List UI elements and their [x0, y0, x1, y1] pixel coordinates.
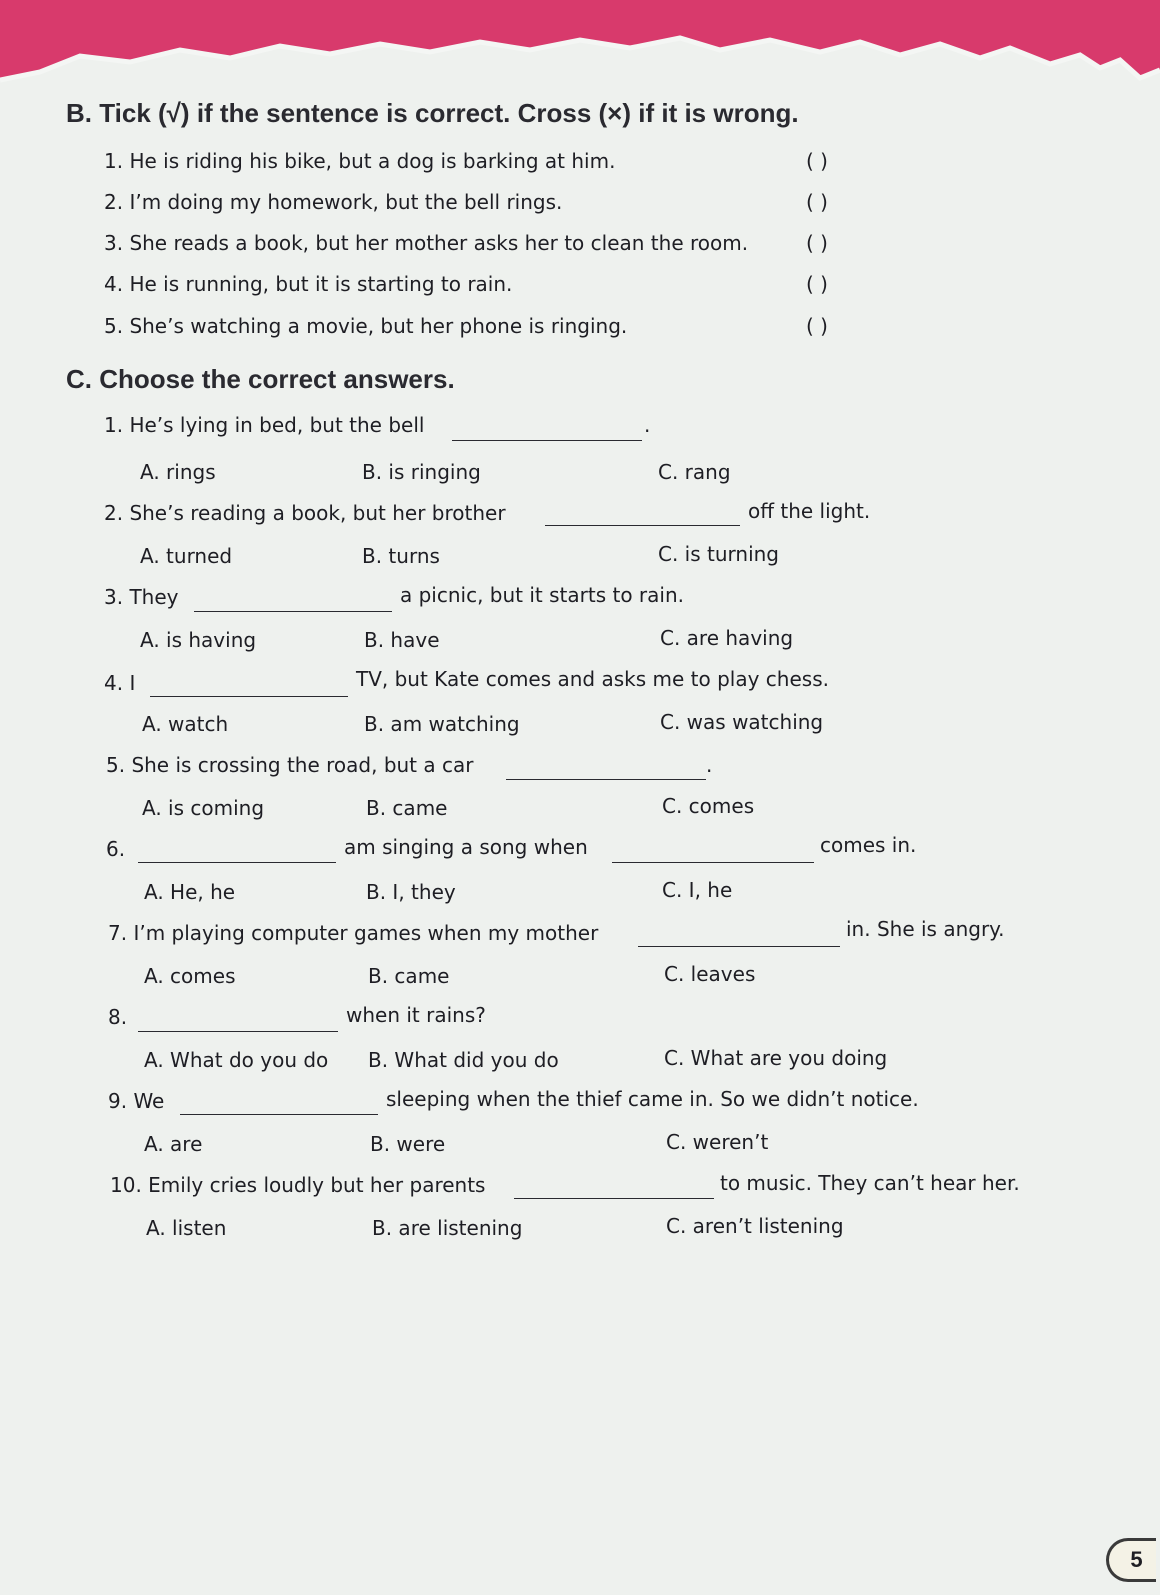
question-7-text: 7. I’m playing computer games when my mother: [108, 921, 599, 945]
question-6-middle: am singing a song when: [344, 835, 588, 859]
option-a[interactable]: A. comes: [144, 964, 236, 988]
answer-blank[interactable]: [138, 1031, 338, 1032]
option-c[interactable]: C. aren’t listening: [666, 1214, 844, 1238]
answer-bracket[interactable]: ( ): [806, 231, 828, 255]
option-c[interactable]: C. was watching: [660, 710, 824, 734]
tick-item-4: 4. He is running, but it is starting to rain.: [104, 272, 513, 296]
answer-blank[interactable]: [180, 1114, 378, 1115]
answer-blank[interactable]: [452, 440, 642, 441]
option-c[interactable]: C. What are you doing: [664, 1046, 888, 1070]
question-10-end: to music. They can’t hear her.: [720, 1171, 1020, 1195]
page-number: 5: [1106, 1538, 1156, 1582]
answer-blank[interactable]: [150, 696, 348, 697]
answer-blank[interactable]: [506, 779, 706, 780]
question-9-text: 9. We: [108, 1089, 165, 1113]
question-2-text: 2. She’s reading a book, but her brother: [104, 501, 506, 525]
question-7-end: in. She is angry.: [846, 917, 1005, 941]
question-6-end: comes in.: [820, 833, 917, 857]
tick-item-3: 3. She reads a book, but her mother asks her to clean the room.: [104, 231, 749, 255]
option-c[interactable]: C. rang: [658, 460, 731, 484]
question-9-end: sleeping when the thief came in. So we didn’t notice.: [386, 1087, 919, 1111]
option-a[interactable]: A. He, he: [144, 880, 236, 904]
option-a[interactable]: A. are: [144, 1132, 203, 1156]
answer-blank[interactable]: [545, 525, 740, 526]
option-c[interactable]: C. leaves: [664, 962, 756, 986]
option-a[interactable]: A. listen: [146, 1216, 227, 1240]
question-1-text: 1. He’s lying in bed, but the bell: [104, 413, 425, 437]
tick-item-1: 1. He is riding his bike, but a dog is barking at him.: [104, 149, 616, 173]
option-c[interactable]: C. weren’t: [666, 1130, 769, 1154]
question-8-end: when it rains?: [346, 1003, 486, 1027]
answer-blank[interactable]: [194, 611, 392, 612]
question-3-end: a picnic, but it starts to rain.: [400, 583, 684, 607]
option-a[interactable]: A. watch: [142, 712, 229, 736]
question-4-end: TV, but Kate comes and asks me to play chess.: [356, 667, 829, 691]
option-b[interactable]: B. is ringing: [362, 460, 481, 484]
answer-bracket[interactable]: ( ): [806, 272, 828, 296]
option-a[interactable]: A. is having: [140, 628, 257, 652]
answer-blank[interactable]: [638, 946, 840, 947]
option-a[interactable]: A. What do you do: [144, 1048, 329, 1072]
option-b[interactable]: B. were: [370, 1132, 446, 1156]
option-c[interactable]: C. is turning: [658, 542, 780, 566]
option-b[interactable]: B. are listening: [372, 1216, 523, 1240]
question-10-text: 10. Emily cries loudly but her parents: [110, 1173, 486, 1197]
answer-blank[interactable]: [612, 862, 814, 863]
answer-blank[interactable]: [514, 1198, 714, 1199]
answer-blank[interactable]: [138, 862, 336, 863]
option-b[interactable]: B. What did you do: [368, 1048, 559, 1072]
tick-item-2: 2. I’m doing my homework, but the bell rings.: [104, 190, 563, 214]
option-b[interactable]: B. came: [366, 796, 448, 820]
tick-item-5: 5. She’s watching a movie, but her phone is ringing.: [104, 314, 628, 338]
answer-bracket[interactable]: ( ): [806, 190, 828, 214]
answer-bracket[interactable]: ( ): [806, 149, 828, 173]
section-b-heading: B. Tick (√) if the sentence is correct. Cross (×) if it is wrong.: [66, 98, 799, 128]
question-1-end: .: [644, 413, 651, 437]
section-c-heading: C. Choose the correct answers.: [66, 364, 455, 394]
option-b[interactable]: B. I, they: [366, 880, 456, 904]
question-6-text: 6.: [106, 837, 126, 861]
option-c[interactable]: C. I, he: [662, 878, 733, 902]
option-b[interactable]: B. turns: [362, 544, 440, 568]
option-a[interactable]: A. rings: [140, 460, 216, 484]
option-a[interactable]: A. turned: [140, 544, 233, 568]
question-2-end: off the light.: [748, 499, 871, 523]
question-3-text: 3. They: [104, 585, 179, 609]
question-8-text: 8.: [108, 1005, 128, 1029]
option-b[interactable]: B. came: [368, 964, 450, 988]
question-5-text: 5. She is crossing the road, but a car: [106, 753, 474, 777]
answer-bracket[interactable]: ( ): [806, 314, 828, 338]
option-a[interactable]: A. is coming: [142, 796, 265, 820]
question-4-text: 4. I: [104, 671, 136, 695]
option-c[interactable]: C. comes: [662, 794, 755, 818]
question-5-end: .: [706, 753, 713, 777]
option-b[interactable]: B. am watching: [364, 712, 520, 736]
option-b[interactable]: B. have: [364, 628, 440, 652]
option-c[interactable]: C. are having: [660, 626, 794, 650]
